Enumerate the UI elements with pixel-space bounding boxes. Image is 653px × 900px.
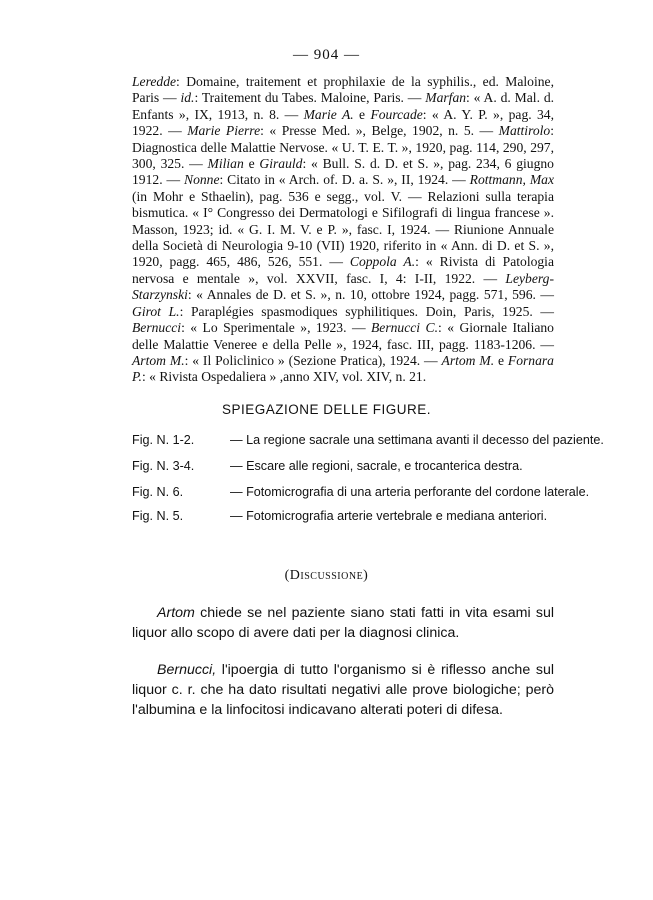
bibliography-author: Nonne: [184, 172, 220, 188]
bibliography-text: : « A. d. Mal. d. Enfants », IX, 1913, n. 8. —: [132, 90, 555, 122]
bibliography-text: : « Rivista Ospedaliera » ,anno XIV, vol. XIV, n. 21.: [141, 369, 427, 385]
figure-caption: [132, 509, 562, 523]
figure-label: Fig. N. 5.: [132, 509, 184, 523]
bibliography-text: : « Lo Sperimentale », 1923. —: [181, 320, 371, 336]
bibliography-author: Artom M.: [441, 352, 495, 368]
bibliography-text: (in Mohr e Sthaelin), pag. 536 e segg., vol. V. — Relazioni sulla terapia bismutica. « I° Congresso dei Dermatologi e Sifilografi di lingua francese ». Masson, 1923; id. « G. I. M. V. e P. », fasc. I, 1924. — Riunione Annuale della Società di Neurologia 9-10 (VII) 1920, riferito in « Ann. di D. et S. », 1920, pagg. 465, 486, 526, 551. —: [132, 188, 554, 270]
bibliography-text: : « Annales de D. et S. », n. 10, ottobre 1924, pagg. 571, 596. —: [187, 287, 554, 303]
discussion-title: (Discussione): [284, 568, 369, 583]
bibliography-author: Bernucci: [132, 320, 182, 336]
bibliography-author: Marie A.: [303, 106, 354, 122]
bibliography-text: e: [353, 106, 371, 122]
bibliography-text: : « Giornale Italiano delle Malattie Veneree e della Pelle », 1924, fasc. III, pagg. 1183-1206. —: [132, 320, 554, 352]
discussion-paragraph: [132, 660, 554, 720]
figure-caption: [132, 485, 590, 499]
bibliography-author: Leredde: [132, 74, 177, 89]
bibliography-author: Fourcade: [370, 106, 423, 122]
figure-description: — Fotomicrografia arterie vertebrale e mediana anteriori.: [230, 509, 548, 523]
bibliography-author: Artom M.: [132, 352, 185, 368]
figure-label: Fig. N. 3-4.: [132, 459, 195, 473]
discussion-paragraph: [132, 603, 554, 643]
bibliography-author: Marfan: [425, 90, 467, 106]
bibliography-author: Bernucci C.: [371, 320, 438, 336]
bibliography-author: Girauld: [259, 156, 303, 172]
bibliography-author: Leyberg-Starzynski: [132, 270, 554, 303]
figures-section-title: SPIEGAZIONE DELLE FIGURE.: [221, 402, 432, 417]
figure-label: Fig. N. 6.: [132, 485, 184, 499]
discussion-text: l'ipoergia di tutto l'organismo si è riflesso anche sul liquor c. r. che ha dato risultati negativi alle prove biologiche; però l'albumina e la linfocitosi indicavano alterati poteri di difesa.: [132, 662, 554, 718]
discussion-text: chiede se nel paziente siano stati fatti in vita esami sul liquor allo scopo di avere dati per la diagnosi clinica.: [132, 605, 554, 641]
bibliography-author: id.: [180, 90, 195, 106]
bibliography-text: : Paraplégies spasmodiques syphilitiques. Doin, Paris, 1925. —: [179, 303, 555, 319]
bibliography-author: Fornara P.: [132, 352, 554, 385]
bibliography-text: : Diagnostica delle Malattie Nervose. « U. T. E. T. », 1920, pag. 114, 290, 297, 300, 325. —: [132, 123, 555, 172]
figure-caption: [132, 459, 562, 473]
bibliography-author: Marie Pierre: [187, 123, 261, 139]
bibliography-text: : Traitement du Tabes. Maloine, Paris. —: [194, 90, 426, 106]
figure-description: — Fotomicrografia di una arteria perforante del cordone laterale.: [230, 485, 590, 499]
discussion-speaker: Bernucci,: [157, 662, 217, 678]
bibliography-paragraph: [132, 74, 554, 386]
bibliography-author: Rottmann, Max: [469, 172, 554, 188]
bibliography-text: e: [494, 352, 508, 368]
bibliography-text: : « A. Y. P. », pag. 34, 1922. —: [132, 106, 555, 139]
bibliography-author: Milian: [207, 156, 244, 172]
bibliography-author: Mattirolo: [498, 123, 551, 139]
bibliography-text: : « Il Policlinico » (Sezione Pratica), 1924. —: [184, 352, 442, 368]
discussion-speaker: Artom: [157, 605, 195, 621]
bibliography-text: : « Presse Med. », Belge, 1902, n. 5. —: [260, 123, 499, 139]
figure-caption: [132, 433, 604, 447]
bibliography-text: e: [243, 156, 260, 172]
figure-label: Fig. N. 1-2.: [132, 433, 195, 447]
figure-description: — Escare alle regioni, sacrale, e trocanterica destra.: [230, 459, 523, 473]
page-number: — 904 —: [293, 47, 360, 63]
bibliography-author: Girot L.: [132, 303, 180, 319]
bibliography-text: : « Bull. S. d. D. et S. », pag. 234, 6 giugno 1912. —: [132, 156, 554, 188]
figure-description: — La regione sacrale una settimana avanti il decesso del paziente.: [230, 433, 604, 447]
bibliography-block: [132, 74, 554, 386]
bibliography-author: Coppola A.: [349, 254, 416, 270]
bibliography-text: : Domaine, traitement et prophilaxie de la syphilis., ed. Maloine, Paris —: [132, 74, 554, 106]
bibliography-text: : « Rivista di Patologia nervosa e mentale », vol. XXVII, fasc. I, 4: I-II, 1922. —: [132, 254, 554, 286]
bibliography-text: : Citato in « Arch. of. D. a. S. », II, 1924. —: [219, 172, 470, 188]
